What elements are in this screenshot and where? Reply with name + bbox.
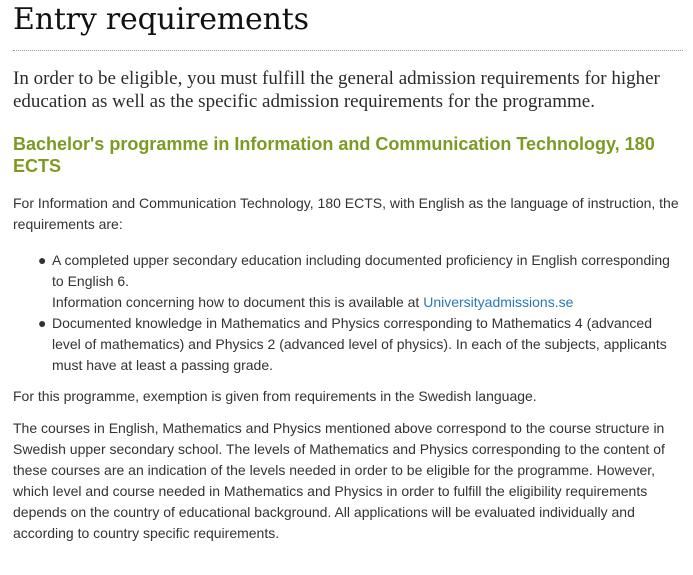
list-item	[38, 313, 683, 376]
bullet-icon: ●	[38, 252, 47, 268]
requirements-lead: For Information and Communication Technology, 180 ECTS, with English as the language of instruction, the requirements are:	[13, 195, 679, 232]
requirement-text: A completed upper secondary education including documented proficiency in English corresponding to English 6.	[52, 252, 670, 289]
requirement-text: Documented knowledge in Mathematics and Physics corresponding to Mathematics 4 (advanced level of mathematics) and Physics 2 (advanced level of physics). In each of the subjects, applicants must have at least a passing grade.	[52, 315, 667, 373]
title-divider	[13, 50, 683, 51]
programme-title: Bachelor's programme in Information and Communication Technology, 180 ECTS	[13, 134, 655, 176]
requirements-list	[13, 250, 683, 376]
intro-paragraph: In order to be eligible, you must fulfill the general admission requirements for higher education as well as the specific admission requirements for the programme.	[13, 68, 660, 112]
entry-requirements-section	[13, 0, 683, 544]
bullet-icon: ●	[38, 315, 47, 331]
list-item	[38, 250, 683, 313]
exemption-paragraph: For this programme, exemption is given from requirements in the Swedish language.	[13, 388, 537, 404]
requirement-note: Information concerning how to document this is available at	[52, 294, 420, 310]
page-title: Entry requirements	[13, 2, 309, 37]
courses-note-paragraph: The courses in English, Mathematics and Physics mentioned above correspond to the course structure in Swedish upper secondary school. The levels of Mathematics and Physics corresponding to the content of these courses are an indication of the levels needed in order to be eligible for the programme. However, which level and course needed in Mathematics and Physics in order to fulfill the eligibility requirements depends on the country of educational background. All applications will be evaluated individually and according to country specific requirements.	[13, 420, 665, 541]
universityadmissions-link[interactable]: Universityadmissions.se	[423, 294, 574, 310]
